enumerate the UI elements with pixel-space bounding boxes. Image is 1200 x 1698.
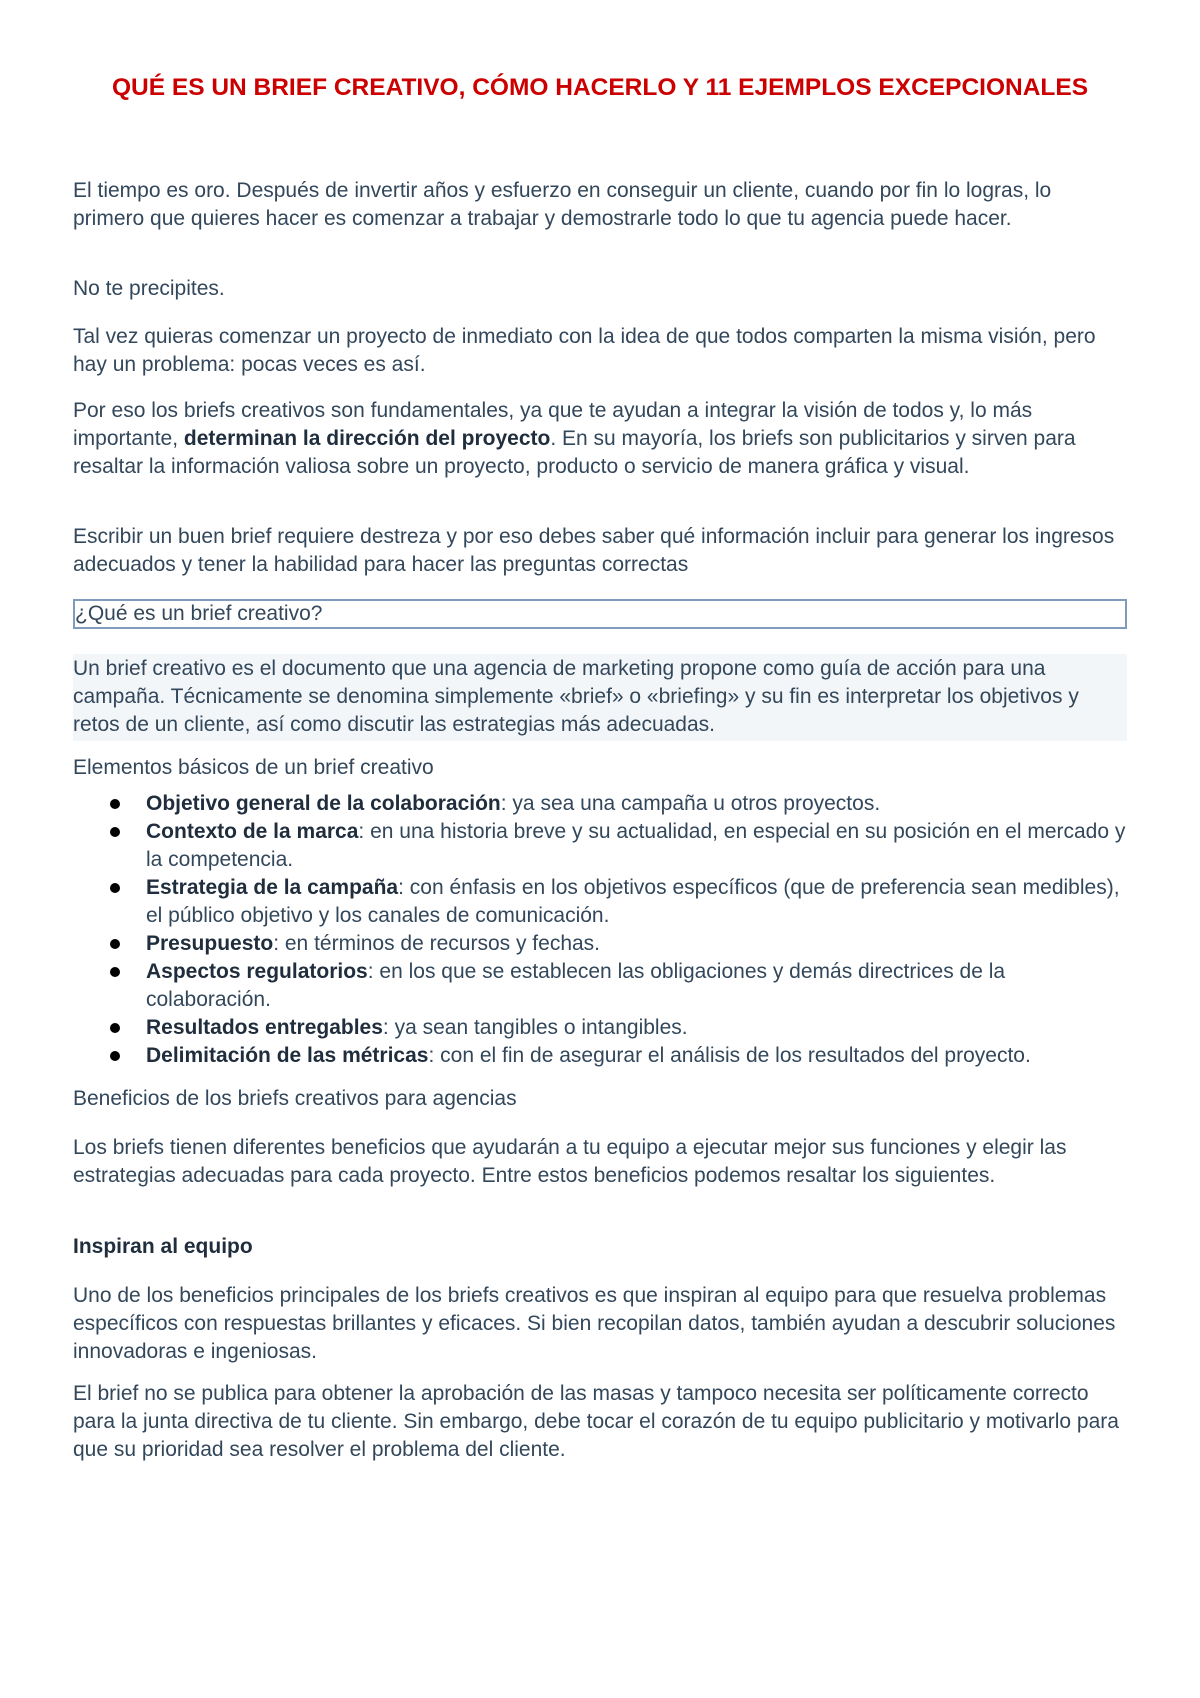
list-item-text: : ya sean tangibles o intangibles. <box>382 1016 688 1039</box>
bullet-icon <box>110 799 120 809</box>
subheading-inspire-team: Inspiran al equipo <box>73 1235 253 1258</box>
list-item-text: : en una historia breve y su actualidad, en especial en su posición en el mercado y la competencia. <box>146 820 1126 871</box>
definition-paragraph: Un brief creativo es el documento que una agencia de marketing propone como guía de acción para una campaña. Técnicamente se denomina simplemente «brief» o «briefing» y su fin es interpretar los objetivos y retos de un cliente, así como discutir las estrategias más adecuadas. <box>73 654 1127 741</box>
intro-paragraph-5: Escribir un buen brief requiere destreza y por eso debes saber qué información incluir para generar los ingresos adecuados y tener la habilidad para hacer las preguntas correctas <box>73 525 1115 576</box>
intro-paragraph-2: No te precipites. <box>73 277 225 300</box>
intro-paragraph-3: Tal vez quieras comenzar un proyecto de inmediato con la idea de que todos comparten la misma visión, pero hay un problema: pocas veces es así. <box>73 325 1096 376</box>
bullet-icon <box>110 827 120 837</box>
elements-list <box>73 790 1127 1070</box>
list-item-label: Contexto de la marca <box>146 820 359 843</box>
inspire-paragraph-2: El brief no se publica para obtener la aprobación de las masas y tampoco necesita ser políticamente correcto para la junta directiva de tu cliente. Sin embargo, debe tocar el corazón de tu equipo publicitario y motivarlo para que su prioridad sea resolver el problema del cliente. <box>73 1382 1119 1461</box>
document-title: QUÉ ES UN BRIEF CREATIVO, CÓMO HACERLO Y 11 EJEMPLOS EXCEPCIONALES <box>111 74 1089 101</box>
list-item-label: Estrategia de la campaña <box>146 876 399 899</box>
list-item-label: Delimitación de las métricas <box>146 1044 429 1067</box>
paragraph-4-emphasis: determinan la dirección del proyecto <box>183 427 551 450</box>
list-item <box>73 930 1127 958</box>
list-item-text: : ya sea una campaña u otros proyectos. <box>500 792 881 815</box>
section-heading-elements: Elementos básicos de un brief creativo <box>73 756 434 779</box>
list-item <box>73 958 1127 1014</box>
list-item-label: Resultados entregables <box>146 1016 383 1039</box>
list-item <box>73 874 1127 930</box>
intro-paragraph-4 <box>73 397 1127 481</box>
list-item-label: Objetivo general de la colaboración <box>146 792 501 815</box>
bullet-icon <box>110 1023 120 1033</box>
intro-paragraph-1: El tiempo es oro. Después de invertir años y esfuerzo en conseguir un cliente, cuando por fin lo logras, lo primero que quieres hacer es comenzar a trabajar y demostrarle todo lo que tu agencia puede hacer. <box>73 179 1052 230</box>
section-heading-benefits: Beneficios de los briefs creativos para agencias <box>73 1087 517 1110</box>
list-item <box>73 1042 1127 1070</box>
list-item-label: Aspectos regulatorios <box>146 960 368 983</box>
list-item-text: : con el fin de asegurar el análisis de los resultados del proyecto. <box>428 1044 1031 1067</box>
bullet-icon <box>110 967 120 977</box>
list-item-text: : en los que se establecen las obligaciones y demás directrices de la colaboración. <box>146 960 1006 1011</box>
section-heading-what-is <box>73 599 1127 629</box>
paragraph-4-text-a: Por eso los briefs creativos son fundamentales, ya que te ayudan a integrar la visión de todos y, lo más importante, <box>73 399 1033 450</box>
bullet-icon <box>110 1051 120 1061</box>
list-item-label: Presupuesto <box>146 932 274 955</box>
list-item <box>73 818 1127 874</box>
list-item <box>73 790 1127 818</box>
bullet-icon <box>110 883 120 893</box>
list-item <box>73 1014 1127 1042</box>
benefits-intro-paragraph: Los briefs tienen diferentes beneficios que ayudarán a tu equipo a ejecutar mejor sus funciones y elegir las estrategias adecuadas para cada proyecto. Entre estos beneficios podemos resaltar los siguientes. <box>73 1136 1067 1187</box>
section-heading-what-is-text: ¿Qué es un brief creativo? <box>75 602 323 625</box>
bullet-icon <box>110 939 120 949</box>
list-item-text: : con énfasis en los objetivos específicos (que de preferencia sean medibles), el público objetivo y los canales de comunicación. <box>146 876 1120 927</box>
inspire-paragraph-1: Uno de los beneficios principales de los briefs creativos es que inspiran al equipo para que resuelva problemas específicos con respuestas brillantes y eficaces. Si bien recopilan datos, también ayudan a descubrir soluciones innovadoras e ingeniosas. <box>73 1284 1116 1363</box>
list-item-text: : en términos de recursos y fechas. <box>273 932 601 955</box>
paragraph-4-text-b: . En su mayoría, los briefs son publicitarios y sirven para resaltar la información valiosa sobre un proyecto, producto o servicio de manera gráfica y visual. <box>73 427 1076 478</box>
